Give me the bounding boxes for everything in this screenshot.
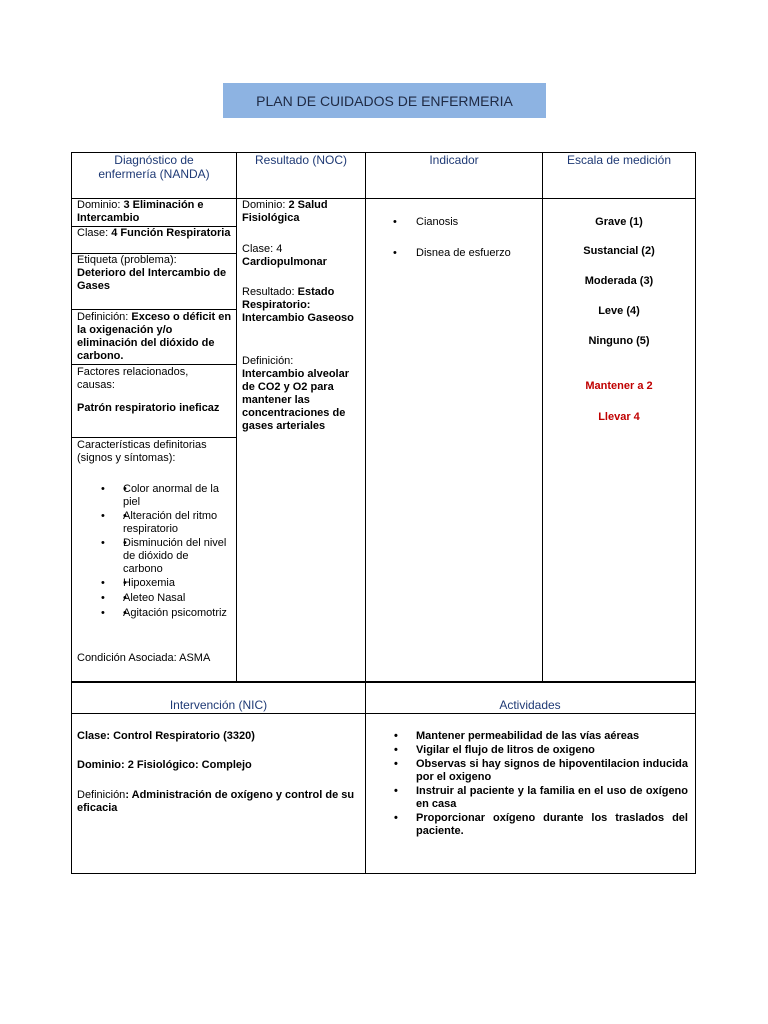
header-actividades: Actividades [499, 698, 561, 712]
list-item: • Mantener permeabilidad de las vías aéreas [394, 730, 640, 742]
noc-definicion: Definición: Intercambio alveolar de CO2 y O2 para mantener las concentraciones de gases arteriales [242, 355, 349, 432]
header-noc: Resultado (NOC) [254, 153, 348, 167]
noc-clase: Clase: 4 Cardiopulmonar [242, 243, 327, 268]
nanda-condicion: Condición Asociada: ASMA [77, 652, 211, 664]
nanda-etiqueta: Etiqueta (problema): Deterioro del Intercambio de Gases [77, 254, 227, 292]
header-indicador: Indicador [429, 153, 479, 167]
indicador-item-2: • Disnea de esfuerzo [393, 247, 511, 259]
list-item: • • Disminución del nivel de dióxido de carbono [101, 537, 231, 576]
list-item: • Instruir al paciente y la familia en el uso de oxígeno en casa [394, 785, 688, 810]
list-item: • Proporcionar oxígeno durante los traslados del paciente. [394, 812, 688, 837]
header-nic: Intervención (NIC) [169, 698, 268, 712]
list-item: • • Alteración del ritmo respiratorio [101, 510, 231, 536]
nanda-caracteristicas: Características definitorias (signos y síntomas): [77, 439, 207, 464]
nanda-clase: Clase: 4 Función Respiratoria [77, 227, 231, 239]
escala-mantener: Mantener a 2 [585, 380, 653, 392]
header-escala: Escala de medición [566, 153, 672, 167]
nic-dominio: Dominio: 2 Fisiológico: Complejo [77, 759, 252, 771]
noc-resultado: Resultado: Estado Respiratorio: Intercambio Gaseoso [242, 286, 354, 324]
escala-item-2: Sustancial (2) [583, 245, 655, 257]
list-item: • Observas si hay signos de hipoventilacion inducida por el oxigeno [394, 758, 688, 783]
caracteristicas-list [101, 483, 231, 620]
page-title: PLAN DE CUIDADOS DE ENFERMERIA [223, 83, 546, 118]
list-item: • Vigilar el flujo de litros de oxigeno [394, 744, 595, 756]
header-nanda: Diagnóstico de enfermería (NANDA) [98, 153, 210, 181]
nic-clase: Clase: Control Respiratorio (3320) [77, 730, 255, 742]
list-item: • • Hipoxemia [101, 577, 231, 590]
actividades-list [394, 730, 688, 838]
escala-item-5: Ninguno (5) [588, 335, 650, 347]
escala-item-4: Leve (4) [598, 305, 640, 317]
escala-llevar: Llevar 4 [598, 411, 640, 423]
list-item: • • Aleteo Nasal [101, 592, 231, 605]
nanda-factores: Factores relacionados, causas: Patrón respiratorio ineficaz [77, 366, 220, 414]
escala-item-1: Grave (1) [595, 216, 643, 228]
indicador-item-1: • Cianosis [393, 216, 459, 228]
nanda-dominio: Dominio: 3 Eliminación e Intercambio [77, 199, 204, 224]
list-item: • • Color anormal de la piel [101, 483, 231, 509]
escala-item-3: Moderada (3) [584, 275, 654, 287]
noc-dominio: Dominio: 2 Salud Fisiológica [242, 199, 328, 224]
nic-definicion: Definición: Administración de oxígeno y control de su eficacia [77, 789, 355, 814]
list-item: • • Agitación psicomotriz [101, 607, 231, 620]
nanda-definicion: Definición: Exceso o déficit en la oxigenación y/o eliminación del dióxido de carbono. [77, 311, 232, 362]
